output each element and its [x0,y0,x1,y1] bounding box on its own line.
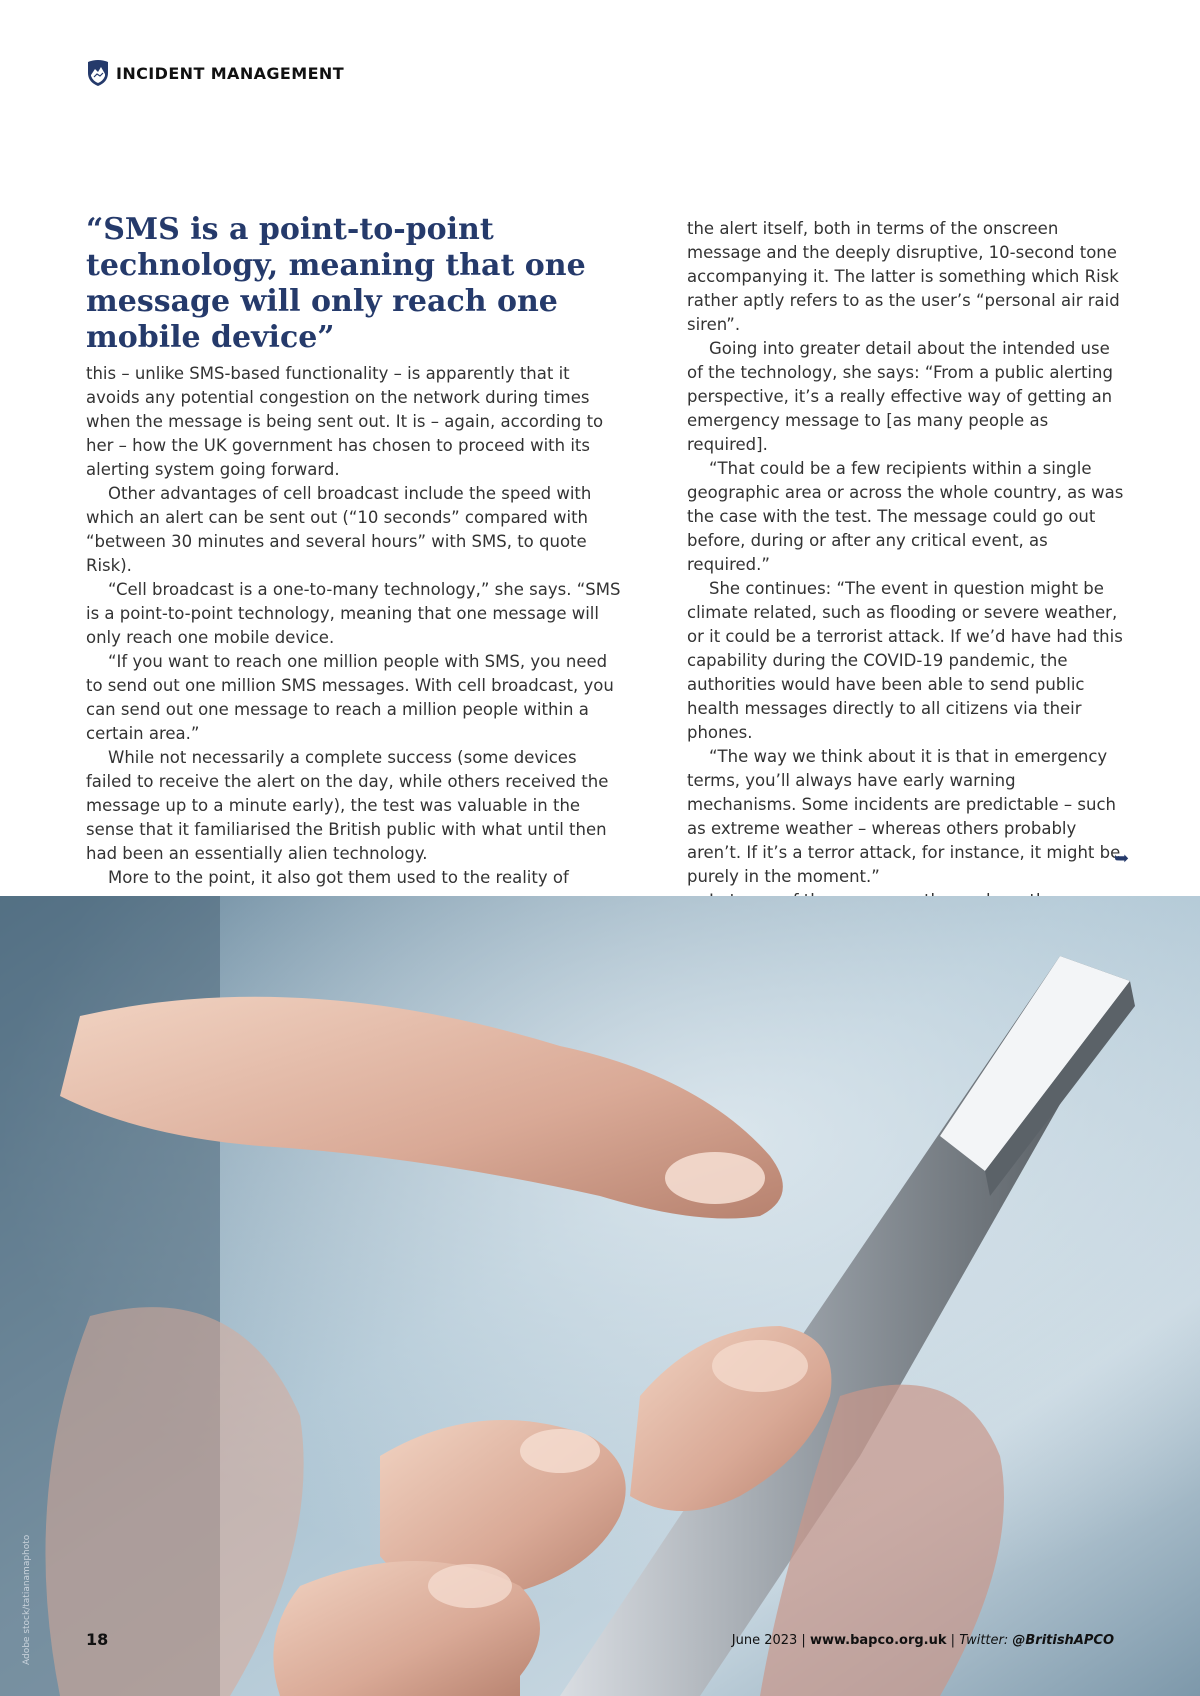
section-label: INCIDENT MANAGEMENT [116,63,345,83]
paragraph: Other advantages of cell broadcast include the speed with which an alert can be sent out (“10 seconds” compared with “between 30 minutes and several hours” with SMS, to quote Risk). [86,484,592,575]
paragraph: While not necessarily a complete success (some devices failed to receive the alert on the day, while others received the message up to a minute early), the test was valuable in the sense that it familiarised the British public with what until then had been an essentially alien technology. [86,748,609,863]
continue-arrow-icon: ➥ [1114,848,1130,868]
paragraph: “If you want to reach one million people with SMS, you need to send out one million SMS messages. With cell broadcast, you can send out one message to reach a million people within a certain area.” [86,652,614,743]
paragraph: “The way we think about it is that in emergency terms, you’ll always have early warning mechanisms. Some incidents are predictable – such as extreme weather – whereas others probably aren’t. If it’s a terror attack, for instance, it might be purely in the moment.” [687,747,1121,886]
paragraph: this – unlike SMS-based functionality – is apparently that it avoids any potential congestion on the network during times when the message is being sent out. It is – again, according to her – how the UK government has chosen to proceed with its alerting system going forward. [86,364,604,479]
page-number: 18 [86,1630,109,1649]
paragraph: the alert itself, both in terms of the onscreen message and the deeply disruptive, 10-second tone accompanying it. The latter is something which Risk rather aptly refers to as the user’s “personal air raid siren”. [687,219,1120,334]
separator: | [946,1633,960,1648]
bapco-shield-icon [86,59,110,87]
issue-date: June 2023 [731,1633,798,1648]
separator: | [797,1633,810,1648]
paragraph: “That could be a few recipients within a single geographic area or across the whole country, as was the case with the test. The message could go out before, during or after any critical event, as required.” [687,459,1124,574]
paragraph: Going into greater detail about the intended use of the technology, she says: “From a public alerting perspective, it’s a really effective way of getting an emergency message to [as many people as required]. [687,339,1113,454]
website-link[interactable]: www.bapco.org.uk [809,1633,947,1648]
article-column-left [86,362,626,890]
paragraph: She continues: “The event in question might be climate related, such as flooding or severe weather, or it could be a terrorist attack. If we’d have had this capability during the COVID-19 pandemic, the authorities would have been able to send public health messages directly to all citizens via their phones. [687,579,1123,742]
twitter-label: Twitter: [959,1633,1013,1648]
pull-quote: “SMS is a point-to-point technology, meaning that one message will only reach one mobile device” [86,212,586,355]
photo-credit: Adobe stock/tatianamaphoto [22,1534,32,1665]
footer-meta [732,1633,1114,1648]
paragraph: More to the point, it also got them used to the reality of [108,868,569,887]
paragraph: “Cell broadcast is a one-to-many technology,” she says. “SMS is a point-to-point technology, meaning that one message will only reach one mobile device. [86,580,621,647]
hands-holding-smartphone-photo [0,896,1200,1696]
twitter-handle-link[interactable]: @BritishAPCO [1012,1633,1114,1648]
section-header [86,58,344,88]
article-column-right [687,217,1130,913]
